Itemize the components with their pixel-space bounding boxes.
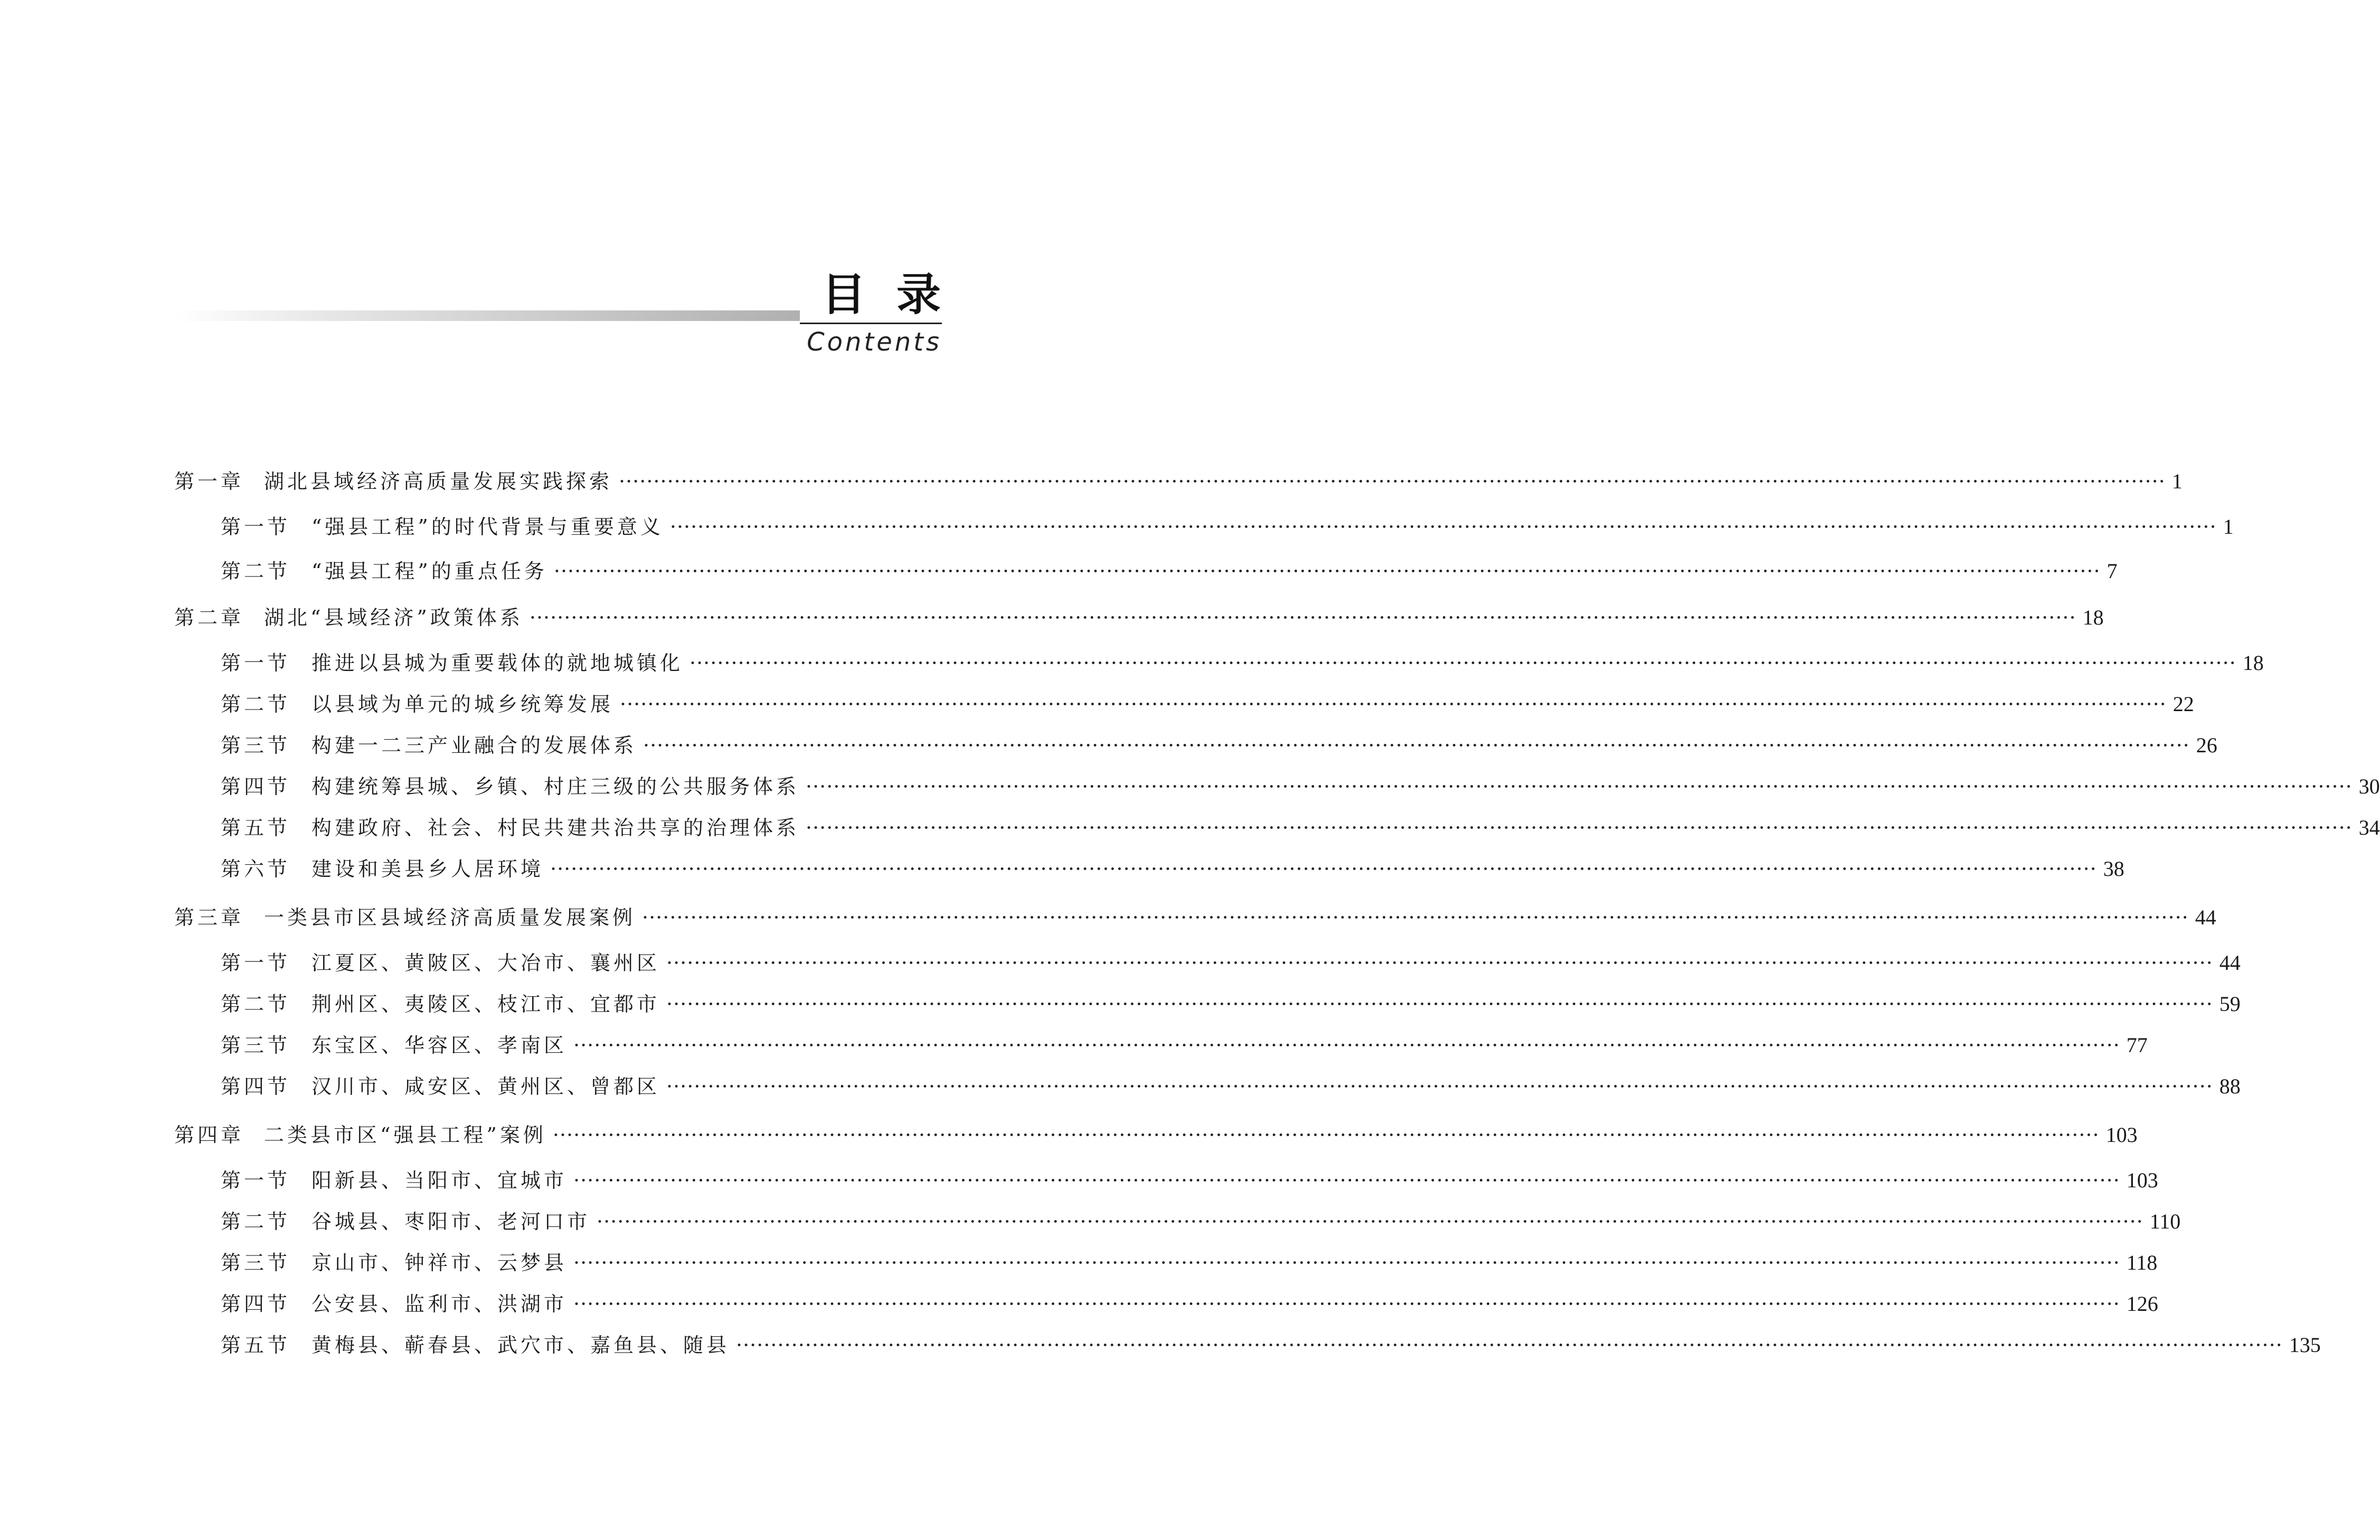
section-title: 京山市、钟祥市、云梦县 xyxy=(311,1251,568,1274)
dot-leader xyxy=(799,771,2359,802)
chapter-title: 一类县市区县域经济高质量发展案例 xyxy=(264,906,636,929)
page-number: 34 xyxy=(2358,816,2380,839)
section-title: 公安县、监利市、洪湖市 xyxy=(311,1292,568,1316)
toc-section-4-4[interactable] xyxy=(221,1288,2158,1320)
toc-section-4-1[interactable] xyxy=(221,1165,2158,1196)
section-label: 第二节 xyxy=(221,993,291,1016)
toc-section-4-5[interactable] xyxy=(221,1329,2321,1361)
page-number: 22 xyxy=(2173,692,2194,716)
page-number: 135 xyxy=(2289,1333,2321,1357)
section-label: 第一节 xyxy=(221,1169,291,1192)
chapter-label: 第二章 xyxy=(174,606,244,629)
toc-chapter-3[interactable] xyxy=(174,902,2216,933)
dot-leader xyxy=(567,1288,2127,1320)
section-label: 第六节 xyxy=(221,857,291,881)
dot-leader xyxy=(613,688,2173,720)
section-label: 第三节 xyxy=(221,1034,291,1057)
section-label: 第一节 xyxy=(221,651,291,675)
section-title: 江夏区、黄陂区、大冶市、襄州区 xyxy=(311,951,660,975)
section-label: 第四节 xyxy=(221,775,291,798)
dot-leader xyxy=(547,555,2107,587)
chapter-title: 二类县市区“强县工程”案例 xyxy=(264,1123,546,1147)
dot-leader xyxy=(730,1329,2289,1361)
page-number: 7 xyxy=(2107,559,2118,583)
page-number: 26 xyxy=(2196,733,2217,757)
section-label: 第四节 xyxy=(221,1292,291,1316)
toc-section-3-3[interactable] xyxy=(221,1029,2148,1061)
toc-section-1-1[interactable] xyxy=(221,511,2234,543)
dot-leader xyxy=(664,511,2223,543)
dot-leader xyxy=(590,1206,2150,1237)
section-title: 荆州区、夷陵区、枝江市、宜都市 xyxy=(311,993,660,1016)
page-number: 30 xyxy=(2358,774,2380,798)
toc-chapter-4[interactable] xyxy=(174,1119,2138,1151)
section-title: 阳新县、当阳市、宜城市 xyxy=(311,1169,568,1192)
page-number: 118 xyxy=(2126,1251,2158,1274)
section-title: 推进以县城为重要载体的就地城镇化 xyxy=(311,651,684,675)
section-label: 第一节 xyxy=(221,951,291,975)
section-title: 谷城县、枣阳市、老河口市 xyxy=(311,1210,591,1233)
page-title: 目录 xyxy=(821,268,971,320)
section-label: 第五节 xyxy=(221,816,291,839)
section-label: 第五节 xyxy=(221,1334,291,1357)
toc-section-2-1[interactable] xyxy=(221,647,2264,679)
dot-leader xyxy=(523,602,2083,634)
section-title: 东宝区、华容区、孝南区 xyxy=(311,1034,568,1057)
section-title: 构建政府、社会、村民共建共治共享的治理体系 xyxy=(311,816,800,839)
section-title: 以县域为单元的城乡统筹发展 xyxy=(311,693,614,716)
toc-section-3-1[interactable] xyxy=(221,947,2241,979)
toc-section-2-6[interactable] xyxy=(221,853,2124,885)
toc-section-4-3[interactable] xyxy=(221,1247,2158,1279)
dot-leader xyxy=(544,853,2103,885)
section-label: 第三节 xyxy=(221,734,291,757)
toc-section-2-2[interactable] xyxy=(221,688,2194,720)
dot-leader xyxy=(567,1165,2127,1196)
section-label: 第二节 xyxy=(221,560,291,583)
chapter-title: 湖北县域经济高质量发展实践探索 xyxy=(264,470,613,493)
section-title: 建设和美县乡人居环境 xyxy=(311,857,544,881)
dot-leader xyxy=(612,466,2172,497)
dot-leader xyxy=(660,988,2220,1020)
dot-leader xyxy=(660,1071,2220,1102)
chapter-label: 第一章 xyxy=(174,470,244,493)
section-label: 第二节 xyxy=(221,1210,291,1233)
dot-leader xyxy=(567,1247,2127,1279)
page-number: 18 xyxy=(2082,606,2104,629)
page-number: 1 xyxy=(2171,469,2183,493)
page-number: 18 xyxy=(2242,651,2264,675)
dot-leader xyxy=(567,1029,2127,1061)
section-title: 汉川市、咸安区、黄州区、曾都区 xyxy=(311,1075,660,1098)
page-number: 44 xyxy=(2195,905,2216,929)
toc-chapter-2[interactable] xyxy=(174,602,2104,634)
section-title: “强县工程”的时代背景与重要意义 xyxy=(311,515,664,538)
title-underline xyxy=(800,323,942,324)
page-number: 59 xyxy=(2219,992,2241,1016)
dot-leader xyxy=(660,947,2220,979)
section-label: 第一节 xyxy=(221,515,291,538)
page-number: 126 xyxy=(2126,1292,2158,1316)
page-subtitle: Contents xyxy=(807,327,942,357)
page-number: 77 xyxy=(2126,1033,2148,1057)
header-gradient-bar xyxy=(174,310,800,321)
page-number: 103 xyxy=(2105,1123,2138,1147)
toc-section-4-2[interactable] xyxy=(221,1206,2181,1237)
section-title: “强县工程”的重点任务 xyxy=(311,560,547,583)
page-number: 44 xyxy=(2219,951,2241,975)
dot-leader xyxy=(683,647,2243,679)
dot-leader xyxy=(799,812,2359,844)
dot-leader xyxy=(546,1119,2106,1151)
section-title: 构建统筹县城、乡镇、村庄三级的公共服务体系 xyxy=(311,775,800,798)
section-title: 黄梅县、蕲春县、武穴市、嘉鱼县、随县 xyxy=(311,1334,730,1357)
chapter-title: 湖北“县域经济”政策体系 xyxy=(264,606,523,629)
chapter-label: 第三章 xyxy=(174,906,244,929)
section-label: 第四节 xyxy=(221,1075,291,1098)
toc-section-3-4[interactable] xyxy=(221,1071,2241,1102)
toc-section-2-3[interactable] xyxy=(221,730,2217,761)
toc-chapter-1[interactable] xyxy=(174,466,2183,497)
section-title: 构建一二三产业融合的发展体系 xyxy=(311,734,637,757)
chapter-label: 第四章 xyxy=(174,1123,244,1147)
section-label: 第三节 xyxy=(221,1251,291,1274)
toc-section-1-2[interactable] xyxy=(221,555,2118,587)
toc-section-2-5[interactable] xyxy=(221,812,2380,844)
page-number: 103 xyxy=(2126,1168,2158,1192)
dot-leader xyxy=(637,730,2196,761)
toc-section-3-2[interactable] xyxy=(221,988,2241,1020)
page-number: 110 xyxy=(2149,1210,2181,1233)
page-number: 88 xyxy=(2219,1074,2241,1098)
toc-section-2-4[interactable] xyxy=(221,771,2380,802)
page-number: 1 xyxy=(2223,515,2234,538)
section-label: 第二节 xyxy=(221,693,291,716)
page-number: 38 xyxy=(2103,857,2124,881)
dot-leader xyxy=(636,902,2195,933)
